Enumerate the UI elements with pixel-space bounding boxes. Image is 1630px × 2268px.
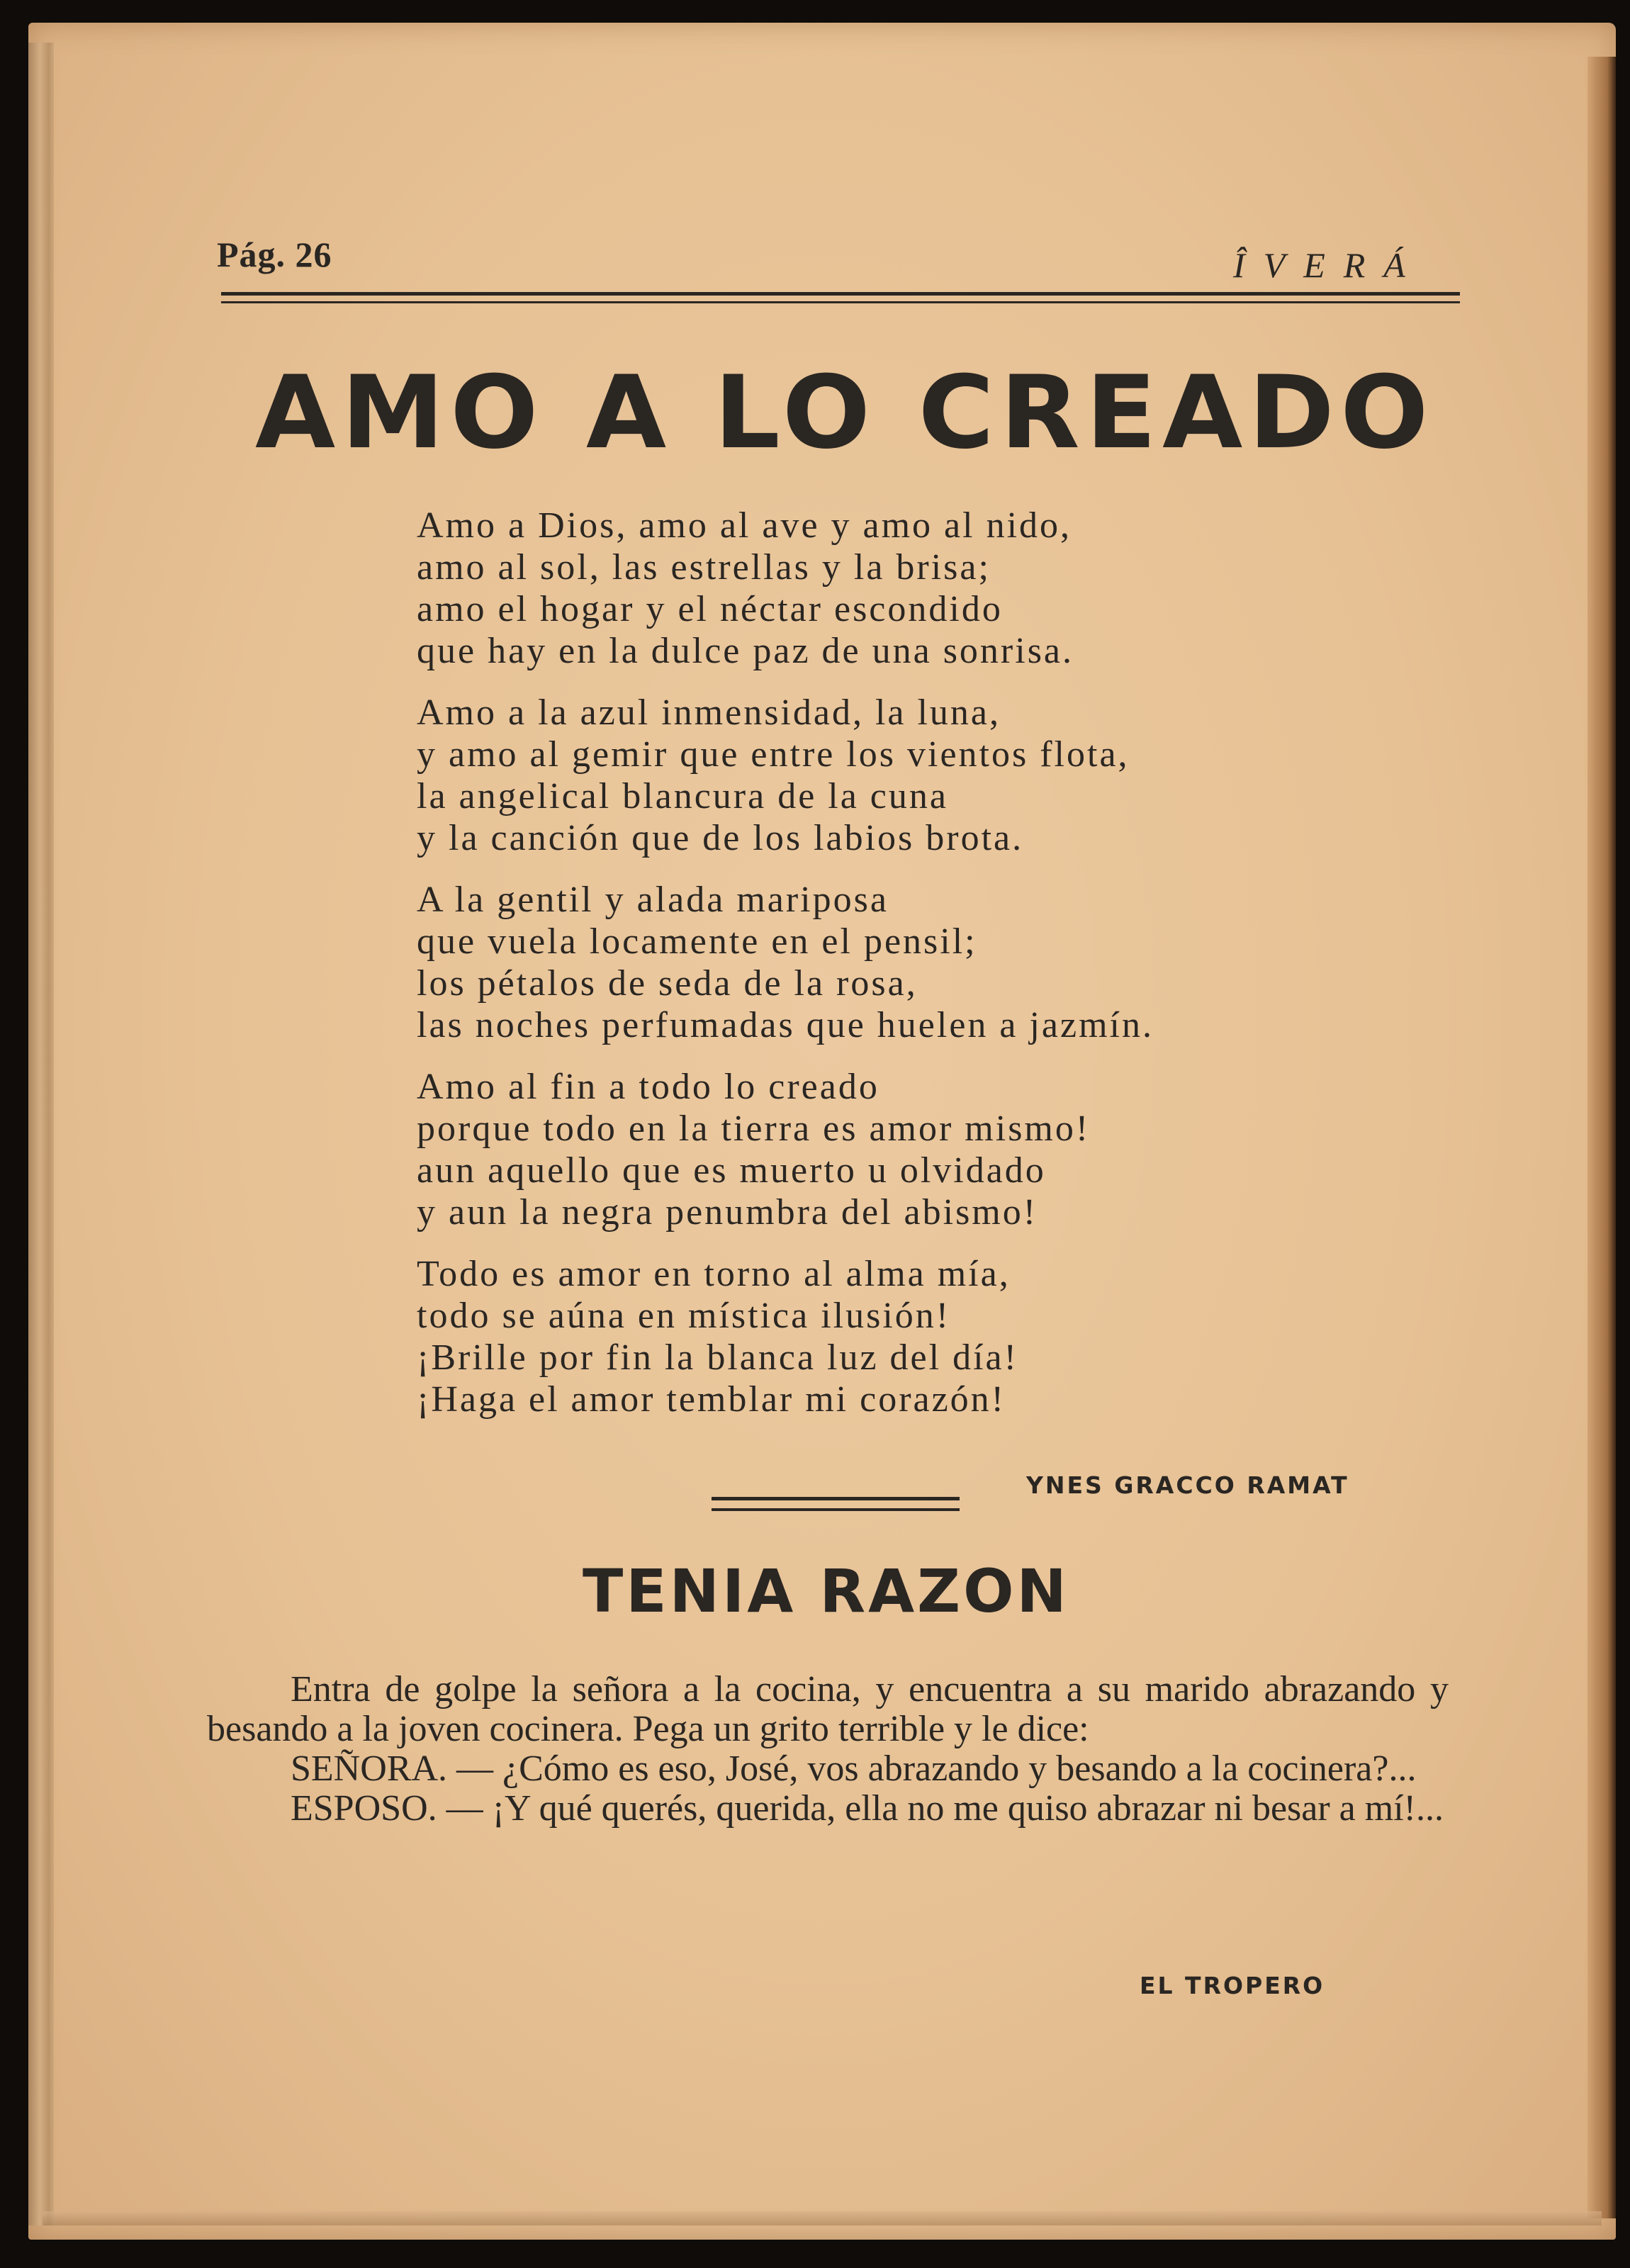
story-body <box>207 1670 1449 1829</box>
verse-line: aun aquello que es muerto u olvidado <box>417 1150 1046 1191</box>
verse-line: los pétalos de seda de la rosa, <box>417 963 918 1004</box>
story-title: TENIA RAZON <box>583 1556 1069 1626</box>
verse-line: ¡Haga el amor temblar mi corazón! <box>417 1379 1006 1420</box>
page-bottom-edge <box>43 2211 1602 2225</box>
poem-author: YNES GRACCO RAMAT <box>1026 1471 1349 1499</box>
verse-line: Amo al fin a todo lo creado <box>417 1067 879 1107</box>
verse-line: A la gentil y alada mariposa <box>417 880 889 920</box>
binding-edge <box>28 43 54 2225</box>
verse-line: que vuela locamente en el pensil; <box>417 921 977 962</box>
verse-line: amo el hogar y el néctar escondido <box>417 589 1003 629</box>
verse-line: que hay en la dulce paz de una sonrisa. <box>417 631 1074 671</box>
stanza <box>417 879 1267 1046</box>
verse-line: amo al sol, las estrellas y la brisa; <box>417 547 991 588</box>
verse-line: ¡Brille por fin la blanca luz del día! <box>417 1337 1018 1378</box>
story-author: EL TROPERO <box>1140 1972 1325 1999</box>
verse-line: Todo es amor en torno al alma mía, <box>417 1254 1011 1294</box>
story-paragraph: SEÑORA. — ¿Cómo es eso, José, vos abrazando y besando a la cocinera?... <box>291 1748 1417 1789</box>
verse-line: y aun la negra penumbra del abismo! <box>417 1192 1038 1233</box>
stanza <box>417 692 1267 859</box>
verse-line: porque todo en la tierra es amor mismo! <box>417 1108 1091 1149</box>
verse-line: la angelical blancura de la cuna <box>417 776 948 816</box>
poem-body <box>417 505 1267 1440</box>
header-rule <box>221 292 1460 303</box>
magazine-title: ÎVERÁ <box>1233 245 1424 285</box>
stanza <box>417 505 1267 672</box>
verse-line: y amo al gemir que entre los vientos flota, <box>417 734 1130 775</box>
verse-line: Amo a la azul inmensidad, la luna, <box>417 692 1001 733</box>
story-paragraph: ESPOSO. — ¡Y qué querés, querida, ella no me quiso abrazar ni besar a mí!... <box>291 1788 1444 1829</box>
verse-line: Amo a Dios, amo al ave y amo al nido, <box>417 505 1072 546</box>
page-number: Pág. 26 <box>217 235 332 274</box>
verse-line: y la canción que de los labios brota. <box>417 818 1024 858</box>
stanza <box>417 1066 1267 1233</box>
poem-title: AMO A LO CREADO <box>255 354 1434 471</box>
page-right-edge <box>1587 57 1616 2218</box>
stanza <box>417 1253 1267 1420</box>
section-divider <box>712 1497 960 1511</box>
verse-line: las noches perfumadas que huelen a jazmín. <box>417 1005 1154 1045</box>
story-paragraph: Entra de golpe la señora a la cocina, y encuentra a su marido abrazando y besando a la joven cocinera. Pega un grito terrible y le dice: <box>207 1669 1449 1749</box>
verse-line: todo se aúna en mística ilusión! <box>417 1296 951 1336</box>
